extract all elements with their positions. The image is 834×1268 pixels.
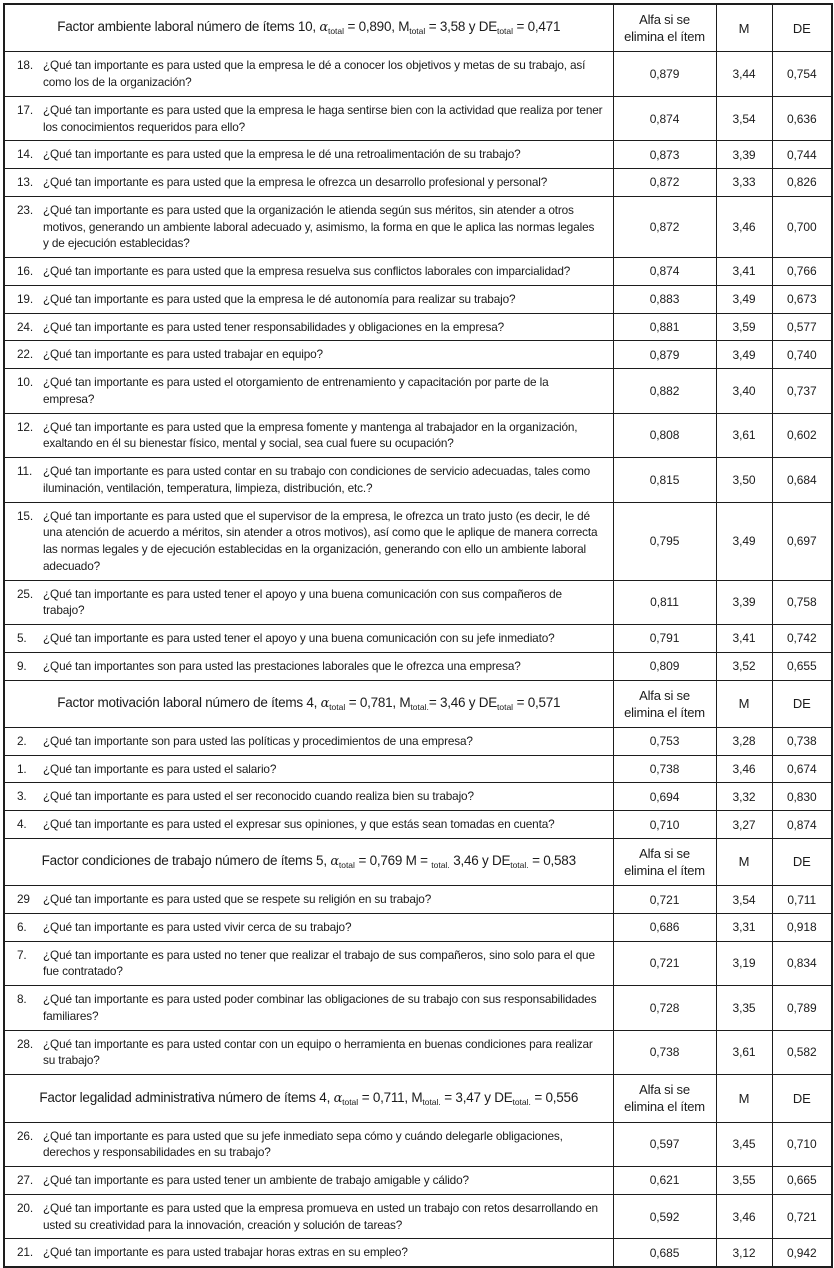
- alfa-value: 0,685: [613, 1239, 716, 1267]
- column-header-m: M: [716, 680, 772, 727]
- factor-table-body: [4, 4, 832, 1267]
- m-value: 3,19: [716, 941, 772, 986]
- alfa-value: 0,686: [613, 913, 716, 941]
- subscript-total: total: [338, 860, 355, 871]
- factor-title-text: = 0,471: [513, 19, 561, 35]
- item-row: [4, 1167, 832, 1195]
- alfa-value: 0,882: [613, 369, 716, 414]
- factor-title-text: = 0,711, M: [358, 1089, 423, 1105]
- item-number: 10.: [17, 375, 33, 390]
- subscript-total: total.: [410, 701, 429, 712]
- m-value: 3,54: [716, 886, 772, 914]
- column-header-m: M: [716, 1075, 772, 1122]
- m-value: 3,61: [716, 413, 772, 458]
- factor-title-text: = 0,781, M: [345, 694, 411, 710]
- item-number: 20.: [17, 1200, 33, 1215]
- item-number: 29: [17, 892, 30, 907]
- alfa-value: 0,694: [613, 783, 716, 811]
- m-value: 3,59: [716, 313, 772, 341]
- subscript-total: total: [329, 701, 346, 712]
- de-value: 0,582: [772, 1030, 832, 1075]
- item-question: ¿Qué tan importante es para usted vivir cerca de su trabajo?: [43, 919, 352, 934]
- alfa-value: 0,815: [613, 458, 716, 503]
- de-value: 0,789: [772, 986, 832, 1031]
- factor-title: [4, 838, 613, 885]
- factor-title-text: = 0,769 M =: [354, 853, 432, 869]
- alfa-value: 0,597: [613, 1122, 716, 1167]
- question-cell: [4, 502, 613, 580]
- item-question: ¿Qué tan importante es para usted contar con un equipo o herramienta en buenas condiciones para realizar su trabajo?: [43, 1036, 593, 1068]
- de-value: 0,758: [772, 580, 832, 625]
- item-row: [4, 580, 832, 625]
- item-row: [4, 141, 832, 169]
- m-value: 3,40: [716, 369, 772, 414]
- column-header-de: DE: [772, 1075, 832, 1122]
- item-number: 2.: [17, 733, 27, 748]
- m-value: 3,39: [716, 580, 772, 625]
- item-row: [4, 458, 832, 503]
- alfa-value: 0,791: [613, 625, 716, 653]
- alfa-value: 0,621: [613, 1167, 716, 1195]
- m-value: 3,35: [716, 986, 772, 1031]
- item-question: ¿Qué tan importante es para usted el ser reconocido cuando realiza bien su trabajo?: [43, 789, 474, 804]
- de-value: 0,942: [772, 1239, 832, 1267]
- item-number: 24.: [17, 319, 33, 334]
- alfa-value: 0,721: [613, 941, 716, 986]
- item-question: ¿Qué tan importante es para usted el expresar sus opiniones, y que estás sean tomadas en cuenta?: [43, 817, 555, 832]
- question-cell: [4, 886, 613, 914]
- alfa-value: 0,874: [613, 96, 716, 141]
- item-number: 16.: [17, 264, 33, 279]
- question-cell: [4, 727, 613, 755]
- item-row: [4, 1194, 832, 1239]
- factor-title-text: = 0,890, M: [344, 19, 410, 35]
- de-value: 0,766: [772, 258, 832, 286]
- de-value: 0,874: [772, 811, 832, 839]
- question-cell: [4, 1239, 613, 1267]
- alfa-value: 0,879: [613, 52, 716, 97]
- question-cell: [4, 313, 613, 341]
- question-cell: [4, 1194, 613, 1239]
- question-cell: [4, 755, 613, 783]
- item-row: [4, 1239, 832, 1267]
- question-cell: [4, 169, 613, 197]
- factor-title-text: = 3,58 y DE: [425, 19, 497, 35]
- item-row: [4, 369, 832, 414]
- alfa-value: 0,738: [613, 1030, 716, 1075]
- de-value: 0,740: [772, 341, 832, 369]
- item-row: [4, 413, 832, 458]
- de-value: 0,744: [772, 141, 832, 169]
- item-question: ¿Qué tan importante es para usted tener responsabilidades y obligaciones en la empresa?: [43, 319, 505, 334]
- item-question: ¿Qué tan importante es para usted que la empresa le dé autonomía para realizar su trabajo?: [43, 291, 516, 306]
- subscript-total: total.: [512, 1096, 531, 1107]
- question-cell: [4, 1122, 613, 1167]
- item-number: 6.: [17, 919, 27, 934]
- item-row: [4, 196, 832, 257]
- item-row: [4, 625, 832, 653]
- question-cell: [4, 652, 613, 680]
- item-number: 18.: [17, 58, 33, 73]
- item-question: ¿Qué tan importante es para usted que la empresa le dé a conocer los objetivos y metas de su trabajo, así como los de la organización?: [43, 58, 586, 90]
- item-question: ¿Qué tan importante es para usted no tener que realizar el trabajo de sus compañeros, sino solo para el que fue contratado?: [43, 947, 595, 979]
- alfa-value: 0,872: [613, 169, 716, 197]
- factor-title-text: Factor ambiente laboral número de ítems 10,: [57, 19, 320, 35]
- item-number: 14.: [17, 147, 33, 162]
- item-row: [4, 652, 832, 680]
- de-value: 0,697: [772, 502, 832, 580]
- item-question: ¿Qué tan importantes son para usted las prestaciones laborales que le ofrezca una empresa?: [43, 658, 521, 673]
- question-cell: [4, 52, 613, 97]
- de-value: 0,710: [772, 1122, 832, 1167]
- question-cell: [4, 196, 613, 257]
- column-header-alfa: Alfa si se elimina el ítem: [613, 4, 716, 52]
- item-row: [4, 1122, 832, 1167]
- m-value: 3,41: [716, 258, 772, 286]
- de-value: 0,738: [772, 727, 832, 755]
- alpha-symbol: α: [320, 695, 330, 711]
- question-cell: [4, 458, 613, 503]
- factor-title: [4, 680, 613, 727]
- section-header-row: [4, 680, 832, 727]
- m-value: 3,31: [716, 913, 772, 941]
- m-value: 3,27: [716, 811, 772, 839]
- m-value: 3,46: [716, 1194, 772, 1239]
- item-question: ¿Qué tan importante es para usted trabajar horas extras en su empleo?: [43, 1245, 408, 1260]
- item-number: 9.: [17, 658, 27, 673]
- item-question: ¿Qué tan importante es para usted tener un ambiente de trabajo amigable y cálido?: [43, 1173, 469, 1187]
- alfa-value: 0,811: [613, 580, 716, 625]
- item-row: [4, 258, 832, 286]
- item-question: ¿Qué tan importante es para usted contar en su trabajo con condiciones de servicio adecuadas, tales como iluminación, ventilación, temperatura, limpieza, distribución, etc.?: [43, 464, 591, 495]
- item-number: 19.: [17, 291, 33, 306]
- item-number: 8.: [17, 992, 27, 1007]
- alfa-value: 0,728: [613, 986, 716, 1031]
- question-cell: [4, 369, 613, 414]
- item-question: ¿Qué tan importante es para usted que la empresa fomente y mantenga al trabajador en la organización, exaltando en él su bienestar físico, mental y social, sea cual fuere su ocupación?: [43, 419, 578, 451]
- factor-title: [4, 4, 613, 52]
- alfa-value: 0,874: [613, 258, 716, 286]
- column-header-alfa: Alfa si se elimina el ítem: [613, 1075, 716, 1122]
- item-number: 21.: [17, 1245, 33, 1260]
- m-value: 3,39: [716, 141, 772, 169]
- question-cell: [4, 1167, 613, 1195]
- alpha-symbol: α: [330, 854, 339, 870]
- item-number: 23.: [17, 202, 33, 217]
- factor-title-text: Factor condiciones de trabajo número de ítems 5,: [41, 853, 331, 869]
- item-number: 22.: [17, 347, 33, 362]
- question-cell: [4, 413, 613, 458]
- m-value: 3,49: [716, 502, 772, 580]
- item-row: [4, 502, 832, 580]
- question-cell: [4, 1030, 613, 1075]
- item-question: ¿Qué tan importante es para usted que la empresa le dé una retroalimentación de su trabajo?: [43, 147, 521, 162]
- item-question: ¿Qué tan importante es para usted que la empresa le haga sentirse bien con la actividad que realiza por tener los conocimientos requeridos para ello?: [43, 102, 603, 134]
- item-number: 1.: [17, 761, 27, 776]
- section-header-row: [4, 1075, 832, 1122]
- item-number: 13.: [17, 175, 33, 190]
- m-value: 3,46: [716, 755, 772, 783]
- column-header-m: M: [716, 4, 772, 52]
- factor-title-text: = 0,556: [530, 1089, 579, 1105]
- de-value: 0,665: [772, 1167, 832, 1195]
- subscript-total: total: [342, 1096, 359, 1107]
- m-value: 3,46: [716, 196, 772, 257]
- item-number: 7.: [17, 947, 27, 962]
- item-question: ¿Qué tan importante es para usted que su jefe inmediato sepa cómo y cuándo delegarle obligaciones, derechos y responsabilidades en su trabajo?: [43, 1128, 563, 1160]
- m-value: 3,54: [716, 96, 772, 141]
- m-value: 3,52: [716, 652, 772, 680]
- item-question: ¿Qué tan importante es para usted trabajar en equipo?: [43, 347, 323, 362]
- item-number: 12.: [17, 419, 33, 434]
- m-value: 3,50: [716, 458, 772, 503]
- factor-title-text: Factor motivación laboral número de ítems 4,: [57, 694, 321, 710]
- item-question: ¿Qué tan importante es para usted que la empresa resuelva sus conflictos laborales con imparcialidad?: [43, 264, 571, 279]
- item-row: [4, 341, 832, 369]
- question-cell: [4, 986, 613, 1031]
- item-number: 5.: [17, 631, 27, 646]
- de-value: 0,918: [772, 913, 832, 941]
- item-number: 4.: [17, 817, 27, 832]
- item-row: [4, 96, 832, 141]
- factor-title-text: = 0,571: [513, 694, 561, 710]
- m-value: 3,41: [716, 625, 772, 653]
- alfa-value: 0,710: [613, 811, 716, 839]
- alfa-value: 0,879: [613, 341, 716, 369]
- item-row: [4, 169, 832, 197]
- question-cell: [4, 625, 613, 653]
- factor-title-text: Factor legalidad administrativa número de ítems 4,: [39, 1089, 334, 1105]
- item-row: [4, 783, 832, 811]
- item-question: ¿Qué tan importante es para usted que la organización le atienda según sus méritos, sin atender a otros motivos, generando un ambiente laboral adecuado y, asimismo, la forma en que le aplica las normas legales y de ejecución establecidas?: [43, 202, 595, 251]
- m-value: 3,55: [716, 1167, 772, 1195]
- item-question: ¿Qué tan importante es para usted que la empresa promueva en usted un trabajo con retos desarrollando en usted su creatividad para la innovación, creación y solución de tareas?: [43, 1200, 598, 1232]
- item-number: 11.: [17, 464, 33, 479]
- m-value: 3,45: [716, 1122, 772, 1167]
- column-header-de: DE: [772, 838, 832, 885]
- item-number: 28.: [17, 1036, 33, 1051]
- item-row: [4, 913, 832, 941]
- de-value: 0,577: [772, 313, 832, 341]
- item-question: ¿Qué tan importante es para usted el salario?: [43, 761, 277, 776]
- item-number: 25.: [17, 586, 33, 601]
- factor-title: [4, 1075, 613, 1122]
- question-cell: [4, 913, 613, 941]
- item-row: [4, 986, 832, 1031]
- item-question: ¿Qué tan importante es para usted tener el apoyo y una buena comunicación con sus compañeros de trabajo?: [43, 586, 562, 618]
- question-cell: [4, 341, 613, 369]
- question-cell: [4, 783, 613, 811]
- question-cell: [4, 258, 613, 286]
- alpha-symbol: α: [333, 1090, 343, 1106]
- de-value: 0,754: [772, 52, 832, 97]
- de-value: 0,655: [772, 652, 832, 680]
- item-row: [4, 313, 832, 341]
- item-row: [4, 52, 832, 97]
- item-number: 26.: [17, 1128, 33, 1143]
- alfa-value: 0,738: [613, 755, 716, 783]
- item-row: [4, 811, 832, 839]
- de-value: 0,674: [772, 755, 832, 783]
- item-row: [4, 886, 832, 914]
- de-value: 0,636: [772, 96, 832, 141]
- de-value: 0,737: [772, 369, 832, 414]
- m-value: 3,49: [716, 341, 772, 369]
- m-value: 3,33: [716, 169, 772, 197]
- question-cell: [4, 285, 613, 313]
- item-question: ¿Qué tan importante es para usted que se respete su religión en su trabajo?: [43, 892, 432, 907]
- alfa-value: 0,873: [613, 141, 716, 169]
- subscript-total: total.: [422, 1096, 441, 1107]
- item-question: ¿Qué tan importante son para usted las políticas y procedimientos de una empresa?: [43, 733, 473, 748]
- question-cell: [4, 811, 613, 839]
- item-row: [4, 941, 832, 986]
- item-number: 27.: [17, 1173, 33, 1187]
- de-value: 0,834: [772, 941, 832, 986]
- factor-title-text: = 3,47 y DE: [440, 1089, 513, 1105]
- column-header-alfa: Alfa si se elimina el ítem: [613, 838, 716, 885]
- alfa-value: 0,721: [613, 886, 716, 914]
- subscript-total: total: [497, 701, 514, 712]
- alfa-value: 0,883: [613, 285, 716, 313]
- de-value: 0,830: [772, 783, 832, 811]
- item-question: ¿Qué tan importante es para usted tener el apoyo y una buena comunicación con su jefe inmediato?: [43, 631, 555, 646]
- item-number: 17.: [17, 102, 33, 117]
- subscript-total: total.: [431, 860, 450, 871]
- column-header-de: DE: [772, 4, 832, 52]
- item-row: [4, 285, 832, 313]
- alpha-symbol: α: [319, 20, 328, 36]
- section-header-row: [4, 4, 832, 52]
- column-header-m: M: [716, 838, 772, 885]
- subscript-total: total: [496, 26, 514, 37]
- item-row: [4, 727, 832, 755]
- item-question: ¿Qué tan importante es para usted el otorgamiento de entrenamiento y capacitación por parte de la empresa?: [43, 375, 549, 406]
- factor-table: [3, 3, 833, 1268]
- alfa-value: 0,592: [613, 1194, 716, 1239]
- m-value: 3,61: [716, 1030, 772, 1075]
- de-value: 0,602: [772, 413, 832, 458]
- question-cell: [4, 941, 613, 986]
- alfa-value: 0,808: [613, 413, 716, 458]
- m-value: 3,12: [716, 1239, 772, 1267]
- m-value: 3,44: [716, 52, 772, 97]
- alfa-value: 0,872: [613, 196, 716, 257]
- de-value: 0,700: [772, 196, 832, 257]
- m-value: 3,28: [716, 727, 772, 755]
- item-number: 3.: [17, 789, 27, 804]
- factor-title-text: 3,46 y DE: [449, 853, 511, 869]
- de-value: 0,684: [772, 458, 832, 503]
- factor-title-text: = 0,583: [528, 853, 576, 869]
- subscript-total: total.: [510, 860, 529, 871]
- item-question: ¿Qué tan importante es para usted que el supervisor de la empresa, le ofrezca un trato justo (es decir, le dé una atención de acuerdo a méritos, sin atender a otros motivos), así como que le aplique de manera correcta las normas legales y de ejecución establecidas en la organización, generando con ello un ambiente laboral adecuado?: [43, 508, 598, 573]
- question-cell: [4, 141, 613, 169]
- factor-title-text: = 3,46 y DE: [428, 694, 497, 710]
- question-cell: [4, 580, 613, 625]
- de-value: 0,673: [772, 285, 832, 313]
- de-value: 0,711: [772, 886, 832, 914]
- section-header-row: [4, 838, 832, 885]
- item-row: [4, 755, 832, 783]
- de-value: 0,742: [772, 625, 832, 653]
- alfa-value: 0,795: [613, 502, 716, 580]
- de-value: 0,721: [772, 1194, 832, 1239]
- subscript-total: total: [409, 26, 426, 37]
- item-question: ¿Qué tan importante es para usted que la empresa le ofrezca un desarrollo profesional y personal?: [43, 175, 548, 190]
- alfa-value: 0,809: [613, 652, 716, 680]
- alfa-value: 0,881: [613, 313, 716, 341]
- item-row: [4, 1030, 832, 1075]
- item-number: 15.: [17, 508, 33, 523]
- column-header-de: DE: [772, 680, 832, 727]
- alfa-value: 0,753: [613, 727, 716, 755]
- m-value: 3,32: [716, 783, 772, 811]
- question-cell: [4, 96, 613, 141]
- item-question: ¿Qué tan importante es para usted poder combinar las obligaciones de su trabajo con sus responsabilidades familiares?: [43, 992, 597, 1023]
- column-header-alfa: Alfa si se elimina el ítem: [613, 680, 716, 727]
- subscript-total: total: [327, 26, 345, 37]
- de-value: 0,826: [772, 169, 832, 197]
- m-value: 3,49: [716, 285, 772, 313]
